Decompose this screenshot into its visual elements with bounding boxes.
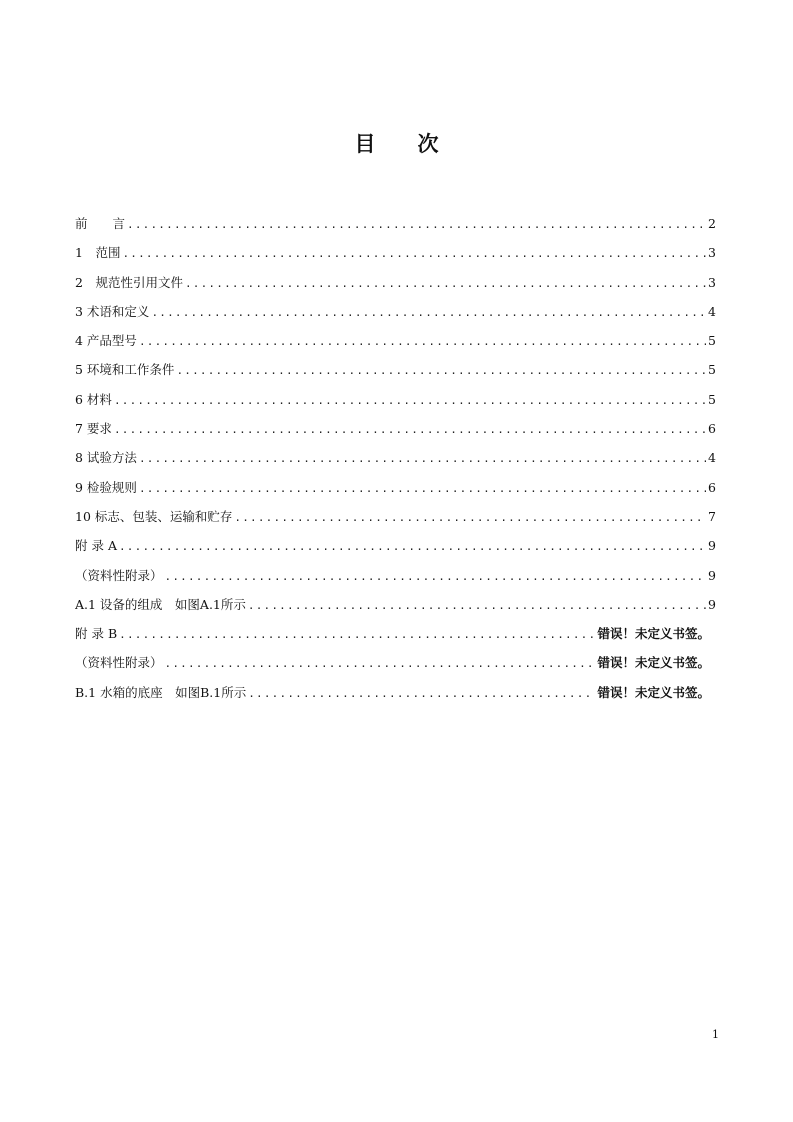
toc-leader-dots [119,537,706,557]
toc-entry-label: 3 术语和定义 [75,303,150,319]
toc-leader-dots [122,244,706,264]
toc-entry-page: 5 [708,333,716,349]
toc-entry-page: 7 [708,508,716,524]
toc-entry-label: 9 检验规则 [75,479,137,495]
toc-entry-a1-equipment[interactable] [75,595,716,624]
toc-leader-dots [165,654,596,674]
toc-entry-page: 6 [708,479,716,495]
toc-entry-foreword[interactable] [75,214,716,243]
toc-entry-label: 附 录 B [75,626,118,642]
toc-entry-appendix-b-informative[interactable] [75,653,716,682]
toc-entry-environment-conditions[interactable] [75,360,716,389]
toc-leader-dots [248,596,706,616]
toc-entry-page-error: 错误！未定义书签。 [597,684,710,700]
toc-leader-dots [176,361,706,381]
toc-leader-dots [165,567,707,587]
toc-entry-appendix-b[interactable] [75,624,716,653]
toc-entry-label: 6 材料 [75,391,112,407]
toc-entry-page: 6 [708,421,716,437]
toc-leader-dots [151,303,706,323]
toc-entry-appendix-a-informative[interactable] [75,566,716,595]
toc-entry-label: （资料性附录） [75,655,163,671]
toc-entry-label: 2 规范性引用文件 [75,274,183,290]
toc-leader-dots [139,332,706,352]
toc-leader-dots [234,508,706,528]
toc-leader-dots [119,625,595,645]
toc-entry-label: 4 产品型号 [75,333,137,349]
toc-entry-label: 5 环境和工作条件 [75,362,175,378]
toc-entry-product-model[interactable] [75,331,716,360]
toc-leader-dots [248,684,595,704]
toc-entry-scope[interactable] [75,243,716,272]
toc-entry-marking-packaging[interactable] [75,507,716,536]
toc-entry-inspection-rules[interactable] [75,478,716,507]
toc-entry-label: B.1 水箱的底座 如图B.1所示 [75,684,247,700]
toc-entry-label: 10 标志、包装、运输和贮存 [75,508,233,524]
toc-entry-label: 附 录 A [75,538,117,554]
toc-entry-materials[interactable] [75,390,716,419]
toc-leader-dots [114,420,706,440]
toc-entry-page: 5 [708,362,716,378]
toc-entry-page-error: 错误！未定义书签。 [597,626,710,642]
toc-entry-page-error: 错误！未定义书签。 [597,655,710,671]
toc-entry-label: 8 试验方法 [75,450,137,466]
toc-leader-dots [139,449,706,469]
toc-leader-dots [114,391,706,411]
toc-entry-label: 7 要求 [75,421,112,437]
toc-entry-label: A.1 设备的组成 如图A.1所示 [75,596,246,612]
toc-leader-dots [139,479,706,499]
toc-entry-label: （资料性附录） [75,567,163,583]
toc-entry-page: 9 [708,538,716,554]
toc-entry-page: 4 [708,303,716,319]
table-of-contents [75,214,716,712]
toc-entry-page: 2 [708,216,716,231]
toc-entry-test-methods[interactable] [75,448,716,477]
toc-entry-label: 1 范围 [75,245,121,261]
toc-entry-b1-tank-base[interactable] [75,683,716,712]
page-title: 目 次 [354,132,439,156]
toc-entry-label: 前 言 [75,216,126,231]
toc-entry-page: 3 [708,274,716,290]
toc-entry-page: 9 [708,596,716,612]
toc-entry-normative-references[interactable] [75,273,716,302]
toc-entry-requirements[interactable] [75,419,716,448]
toc-entry-page: 5 [708,391,716,407]
toc-entry-page: 3 [708,245,716,261]
toc-entry-page: 4 [708,450,716,466]
page-number: 1 [712,1028,719,1041]
toc-entry-terms-definitions[interactable] [75,302,716,331]
toc-leader-dots [185,274,706,294]
toc-entry-appendix-a[interactable] [75,536,716,565]
toc-leader-dots [127,215,706,235]
toc-entry-page: 9 [708,567,716,583]
